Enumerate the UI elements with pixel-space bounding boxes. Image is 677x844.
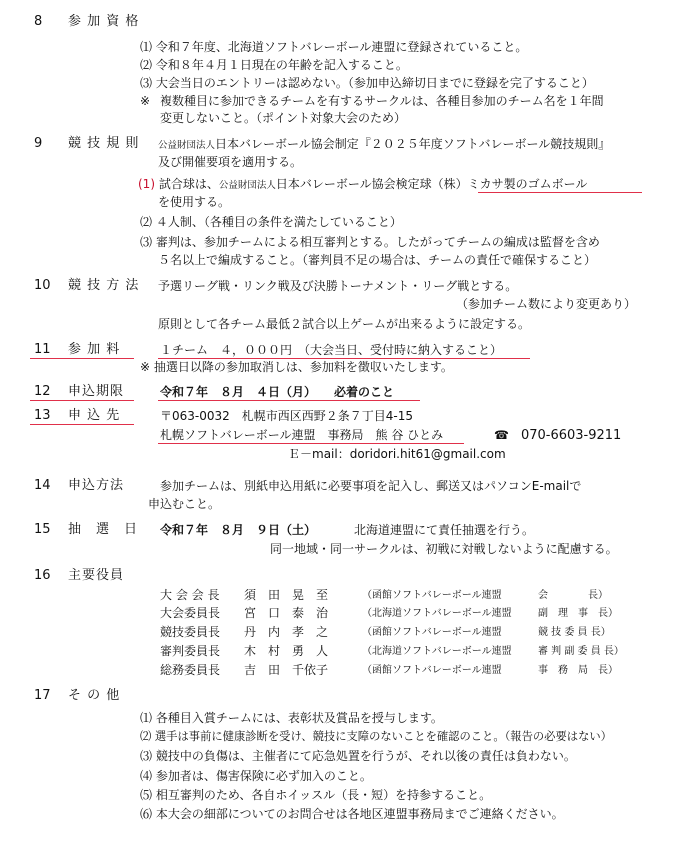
officer-name: 宮 口 泰 治 (244, 606, 329, 620)
section-number: 11 (34, 342, 51, 357)
officer-title: 副 理 事 長） (538, 608, 618, 619)
handwritten-underline (30, 424, 134, 425)
section-number: 17 (34, 688, 51, 703)
rules-item-1-cont: を使用する。 (158, 195, 231, 209)
officer-role: 審判委員長 (160, 644, 221, 658)
handwritten-underline (158, 443, 464, 444)
address-line: 〒063-0032 札幌市西区西野２条７丁目4-15 (160, 409, 414, 423)
rules-item-1-a: 試合球は、 (158, 177, 219, 191)
officer-org: （函館ソフトバレーボール連盟 (362, 627, 502, 638)
apply-line-1: 参加チームは、別紙申込用紙に必要事項を記入し、郵送又はパソコンE-mailで (160, 479, 582, 493)
section-heading-method: 競 技 方 法 (68, 278, 140, 293)
section-number: 15 (34, 522, 51, 537)
officer-role: 大会委員長 (160, 606, 221, 620)
officer-title: 会 長） (538, 590, 608, 601)
officer-title: 事 務 局 長） (538, 665, 618, 676)
eligibility-note-line-1: 複数種目に参加できるチームを有するサークルは、各種目参加のチーム名を１年間 (160, 94, 604, 108)
method-line-3: 原則として各チーム最低２試合以上ゲームが出来るように設定する。 (158, 317, 531, 331)
eligibility-item-1: ⑴ 令和７年度、北海道ソフトバレーボール連盟に登録されていること。 (140, 40, 528, 54)
draw-date: 令和７年 ８月 ９日（土） (160, 523, 317, 537)
phone-icon: ☎ (494, 428, 509, 442)
section-heading-fee: 参 加 料 (68, 342, 121, 357)
officer-title: 競 技 委 員 長） (538, 627, 611, 638)
office-line: 札幌ソフトバレーボール連盟 事務局 熊 谷 ひとみ (160, 428, 444, 442)
eligibility-item-2: ⑵ 令和８年４月１日現在の年齢を記入すること。 (140, 58, 408, 72)
section-number: 16 (34, 568, 51, 583)
officer-org: （北海道ソフトバレーボール連盟 (362, 608, 512, 619)
draw-line-1: 北海道連盟にて責任抽選を行う。 (354, 523, 535, 537)
org-prefix-small: 公益財団法人 (158, 140, 216, 151)
fee-line: １チーム ４，０００円 （大会当日、受付時に納入すること） (160, 343, 503, 357)
section-heading-officers: 主要役員 (68, 568, 125, 583)
handwritten-underline (478, 192, 642, 193)
officer-org: （函館ソフトバレーボール連盟 (362, 665, 502, 676)
method-line-2: （参加チーム数により変更あり） (456, 297, 637, 311)
officer-title: 審 判 副 委 員 長） (538, 646, 624, 657)
rules-line-1 (158, 136, 610, 154)
handwritten-underline (30, 400, 134, 401)
phone-number: 070-6603-9211 (520, 428, 622, 443)
rules-item-2: ⑵ ４人制、（各種目の条件を満たしていること） (140, 215, 402, 229)
fee-note: ※ 抽選日以降の参加取消しは、参加料を徴収いたします。 (140, 360, 453, 374)
handwritten-underline (158, 400, 420, 401)
section-heading-rules: 競 技 規 則 (68, 136, 140, 151)
draw-line-2: 同一地域・同一サークルは、初戦に対戦しないように配慮する。 (270, 542, 618, 556)
org-prefix-small: 公益財団法人 (218, 180, 276, 191)
section-number: 14 (34, 478, 51, 493)
rules-item-3-line-1: ⑶ 審判は、参加チームによる相互審判とする。したがってチームの編成は監督を含め (140, 235, 600, 249)
other-item-4: ⑷ 参加者は、傷害保険に必ず加入のこと。 (140, 769, 372, 783)
handwritten-underline (30, 358, 134, 359)
officer-role: 総務委員長 (160, 663, 221, 677)
section-heading-deadline: 申込期限 (68, 384, 125, 399)
section-number: 12 (34, 384, 51, 399)
officer-org: （函館ソフトバレーボール連盟 (362, 590, 502, 601)
officer-role: 競技委員長 (160, 625, 221, 639)
other-item-1: ⑴ 各種目入賞チームには、表彰状及賞品を授与します。 (140, 711, 443, 725)
officer-name: 丹 内 孝 之 (244, 625, 329, 639)
officer-name: 須 田 晃 至 (244, 588, 329, 602)
section-number: 9 (34, 136, 43, 151)
other-item-3: ⑶ 競技中の負傷は、主催者にて応急処置を行うが、それ以後の責任は負わない。 (140, 749, 576, 763)
section-heading-eligibility: 参 加 資 格 (68, 14, 140, 29)
officer-name: 木 村 勇 人 (244, 644, 329, 658)
apply-line-2: 申込むこと。 (148, 497, 221, 511)
section-heading-other: そ の 他 (68, 688, 121, 703)
officer-role: 大 会 会 長 (160, 588, 220, 602)
rules-item-3-line-2: ５名以上で編成すること。（審判員不足の場合は、チームの責任で確保すること） (158, 253, 597, 267)
section-number: 8 (34, 14, 43, 29)
officer-org: （北海道ソフトバレーボール連盟 (362, 646, 512, 657)
rules-item-1-b: 日本バレーボール協会検定球（株）ミカサ製のゴムボール (275, 177, 588, 191)
rules-line-2: 及び開催要項を適用する。 (158, 155, 303, 169)
eligibility-note-line-2: 変更しないこと。（ポイント対象大会のため） (160, 111, 407, 125)
rules-line-1-text: 日本バレーボール協会制定『２０２５年度ソフトバレーボール競技規則』 (215, 137, 611, 151)
other-item-5: ⑸ 相互審判のため、各自ホイッスル（長・短）を持参すること。 (140, 788, 492, 802)
officer-name: 吉 田 千依子 (244, 663, 329, 677)
other-item-6: ⑹ 本大会の細部についてのお問合せは各地区連盟事務局までご連絡ください。 (140, 807, 564, 821)
section-number: 10 (34, 278, 51, 293)
section-heading-method-apply: 申込方法 (68, 478, 125, 493)
deadline-line: 令和７年 ８月 ４日（月） 必着のこと (160, 385, 395, 399)
section-heading-address: 申 込 先 (68, 408, 121, 423)
other-item-2: ⑵ 選手は事前に健康診断を受け、競技に支障のないことを確認のこと。（報告の必要はない） (140, 730, 612, 743)
handwritten-item-mark: (1) (138, 177, 155, 191)
phone-line (494, 427, 621, 444)
eligibility-item-3: ⑶ 大会当日のエントリーは認めない。（参加申込締切日までに登録を完了すること） (140, 76, 594, 90)
email-line: Ｅ－mail：doridori.hit61@gmail.com (288, 447, 506, 461)
note-mark: ※ (140, 94, 151, 108)
method-line-1: 予選リーグ戦・リンク戦及び決勝トーナメント・リーグ戦とする。 (158, 279, 518, 293)
section-number: 13 (34, 408, 51, 423)
section-heading-draw: 抽 選 日 (68, 522, 139, 537)
